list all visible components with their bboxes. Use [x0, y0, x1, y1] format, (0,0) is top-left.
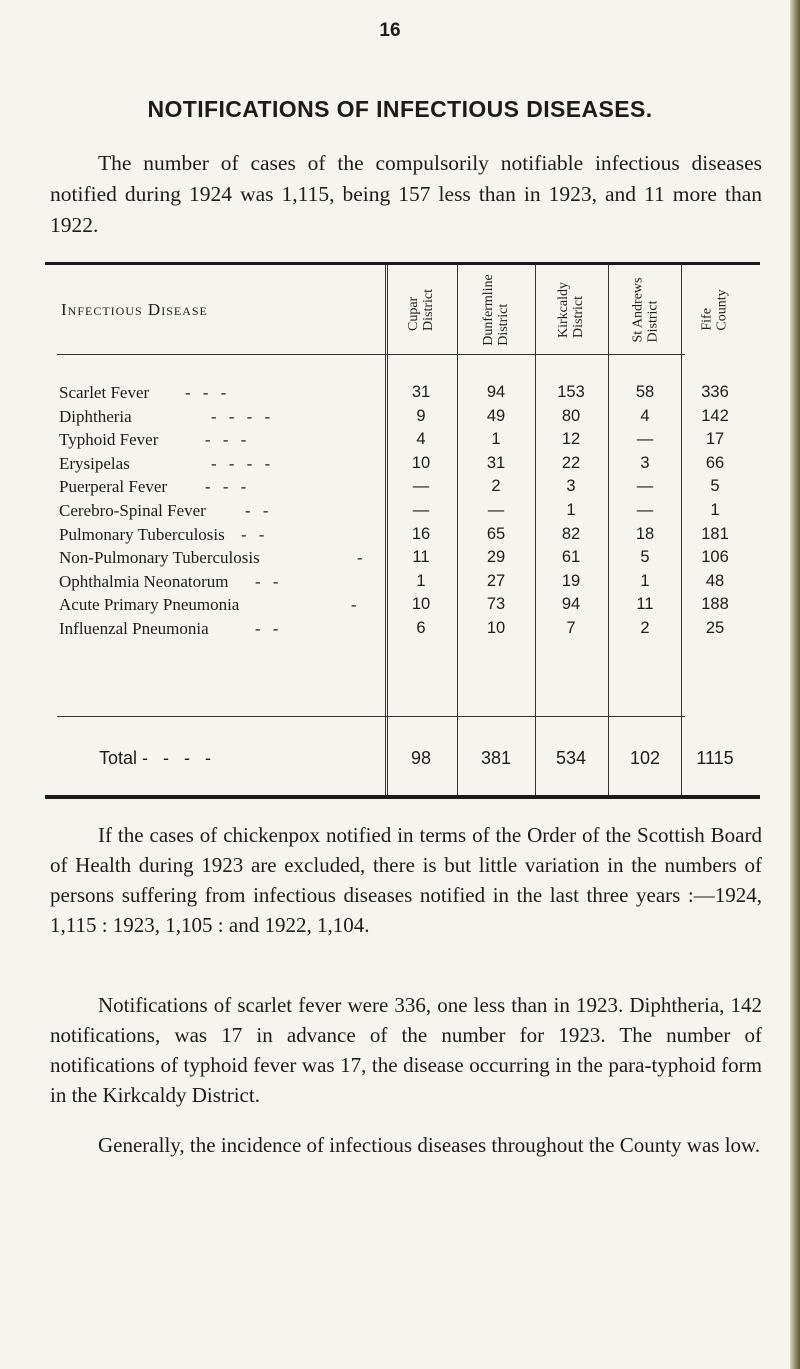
cell-fife: 25 [705, 619, 725, 637]
cell-kirkcaldy: 94 [561, 595, 581, 614]
cell-cupar: 4 [416, 430, 426, 449]
cell-fife: 106 [701, 548, 729, 567]
cell-st-andrews: 3 [640, 453, 650, 472]
cell-fife: 66 [705, 453, 725, 472]
cell-st-andrews: — [636, 430, 654, 449]
table-row [45, 477, 760, 500]
leader-dashes: - - - [205, 430, 247, 450]
cell-st-andrews: 18 [635, 524, 655, 543]
table-row [45, 595, 760, 618]
cell-st-andrews: 2 [640, 619, 650, 637]
disease-name: Acute Primary Pneumonia [59, 595, 240, 615]
cell-dunfermline: 49 [486, 406, 506, 425]
leader-dashes: - - - - [211, 406, 271, 426]
cell-fife: 181 [701, 524, 729, 543]
cell-kirkcaldy: 82 [561, 524, 581, 543]
column-header-dunfermline: Dunfermline District [481, 274, 511, 346]
disease-name: Pulmonary Tuberculosis [59, 524, 225, 544]
cell-kirkcaldy: 12 [561, 430, 581, 449]
total-kirkcaldy: 534 [555, 748, 587, 768]
leader-dashes: - - [255, 619, 279, 638]
total-fife: 1115 [696, 748, 734, 768]
disease-name: Cerebro-Spinal Fever [59, 501, 206, 520]
disease-column-header: Infectious Disease [61, 300, 208, 319]
disease-name: Ophthalmia Neonatorum [59, 571, 229, 591]
paragraph-text: Generally, the incidence of infectious diseases throughout the County was low. [98, 1133, 761, 1157]
summary-paragraph [50, 1130, 762, 1160]
table-bottom-rule [45, 795, 760, 799]
table-row [45, 572, 760, 595]
cell-fife: 142 [701, 406, 729, 425]
cell-fife: 17 [705, 430, 725, 449]
cell-fife: 48 [705, 571, 725, 590]
intro-text: The number of cases of the compulsorily notifiable infectious diseases notified during 1924 was 1,115, being 157 less than in 1923, and 11 more than 1922. [50, 151, 762, 237]
cell-dunfermline: 29 [486, 548, 506, 567]
page-number: 16 [379, 20, 401, 41]
cell-dunfermline: 2 [491, 477, 501, 496]
total-st-andrews: 102 [629, 748, 661, 768]
column-header-st-andrews: St Andrews District [630, 277, 661, 343]
cell-cupar: — [412, 501, 430, 519]
infectious-diseases-table [45, 262, 760, 799]
cell-kirkcaldy: 61 [561, 548, 581, 567]
disease-name: Erysipelas [59, 453, 130, 473]
table-row [45, 501, 760, 524]
table-row [45, 548, 760, 571]
cell-cupar: 6 [416, 619, 426, 637]
cell-fife: 5 [710, 477, 720, 496]
table-header-rule [57, 354, 685, 355]
cell-dunfermline: 10 [486, 619, 506, 637]
disease-name: Non-Pulmonary Tuberculosis [59, 548, 260, 568]
leader-dashes: - - [241, 524, 265, 544]
cell-dunfermline: — [487, 501, 505, 519]
cell-cupar: 31 [411, 383, 431, 401]
table-row [45, 430, 760, 453]
cell-dunfermline: 65 [486, 524, 506, 543]
cell-st-andrews: 4 [640, 406, 650, 425]
disease-name: Scarlet Fever [59, 383, 150, 402]
total-dunfermline: 381 [480, 748, 512, 768]
cell-dunfermline: 1 [491, 430, 501, 449]
column-header-kirkcaldy: Kirkcaldy District [555, 282, 586, 338]
cell-cupar: 16 [411, 524, 431, 543]
intro-paragraph [50, 148, 762, 241]
disease-name: Diphtheria [59, 406, 132, 426]
cell-dunfermline: 31 [486, 453, 506, 472]
cell-kirkcaldy: 80 [561, 406, 581, 425]
table-row [45, 383, 760, 406]
leader-dashes: - [357, 548, 363, 568]
total-row [45, 748, 760, 771]
leader-dashes: - [351, 595, 357, 615]
table-top-rule [45, 262, 760, 265]
total-label: Total - - - - [99, 748, 212, 768]
cell-st-andrews: 5 [640, 548, 650, 567]
paragraph-text: If the cases of chickenpox notified in terms of the Order of the Scottish Board of Health during 1923 are excluded, there is but little variation in the numbers of persons suffering from infectious diseases notified in the last three years :—1924, 1,115 : 1923, 1,105 : and 1922, 1,104. [50, 823, 762, 937]
table-row [45, 619, 760, 642]
cell-st-andrews: — [636, 501, 654, 519]
page-title: NOTIFICATIONS OF INFECTIOUS DISEASES. [147, 96, 653, 122]
leader-dashes: - - [245, 501, 269, 520]
cell-st-andrews: 11 [636, 595, 654, 614]
cell-dunfermline: 27 [486, 571, 506, 590]
total-cupar: 98 [410, 748, 432, 768]
column-header-cupar: Cupar District [406, 289, 436, 331]
cell-st-andrews: — [636, 477, 654, 496]
disease-name: Puerperal Fever [59, 477, 168, 497]
cell-dunfermline: 73 [486, 595, 506, 614]
cell-kirkcaldy: 19 [561, 571, 581, 590]
cell-kirkcaldy: 1 [566, 501, 576, 519]
cell-cupar: 11 [412, 548, 430, 567]
leader-dashes: - - - - [211, 453, 271, 473]
cell-fife: 188 [701, 595, 729, 614]
leader-dashes: - - - [185, 383, 227, 402]
cell-kirkcaldy: 22 [561, 453, 581, 472]
cell-cupar: 9 [416, 406, 426, 425]
cell-fife: 1 [710, 501, 720, 519]
leader-dashes: - - [255, 571, 279, 591]
scarlet-fever-paragraph [50, 990, 762, 1110]
cell-st-andrews: 1 [640, 571, 650, 590]
disease-name: Influenzal Pneumonia [59, 619, 209, 638]
cell-kirkcaldy: 153 [557, 383, 585, 401]
page-edge [790, 0, 800, 1369]
cell-cupar: 10 [411, 595, 431, 614]
disease-name: Typhoid Fever [59, 430, 159, 450]
cell-kirkcaldy: 7 [566, 619, 576, 637]
table-total-rule [57, 716, 685, 717]
leader-dashes: - - - [205, 477, 247, 497]
table-row [45, 525, 760, 548]
cell-fife: 336 [701, 383, 729, 401]
cell-st-andrews: 58 [635, 383, 655, 401]
column-header-fife: Fife County [699, 289, 730, 331]
table-row [45, 454, 760, 477]
paragraph-text: Notifications of scarlet fever were 336, one less than in 1923. Diphtheria, 142 notifications, was 17 in advance of the number for 1923. The number of notifications of typhoid fever was 17, the disease occurring in the para-typhoid form in the Kirkcaldy District. [50, 993, 762, 1107]
cell-cupar: 1 [416, 571, 426, 590]
cell-cupar: — [412, 477, 430, 496]
cell-kirkcaldy: 3 [566, 477, 576, 496]
cell-dunfermline: 94 [486, 383, 506, 401]
cell-cupar: 10 [411, 453, 431, 472]
table-row [45, 407, 760, 430]
chickenpox-paragraph [50, 820, 762, 940]
